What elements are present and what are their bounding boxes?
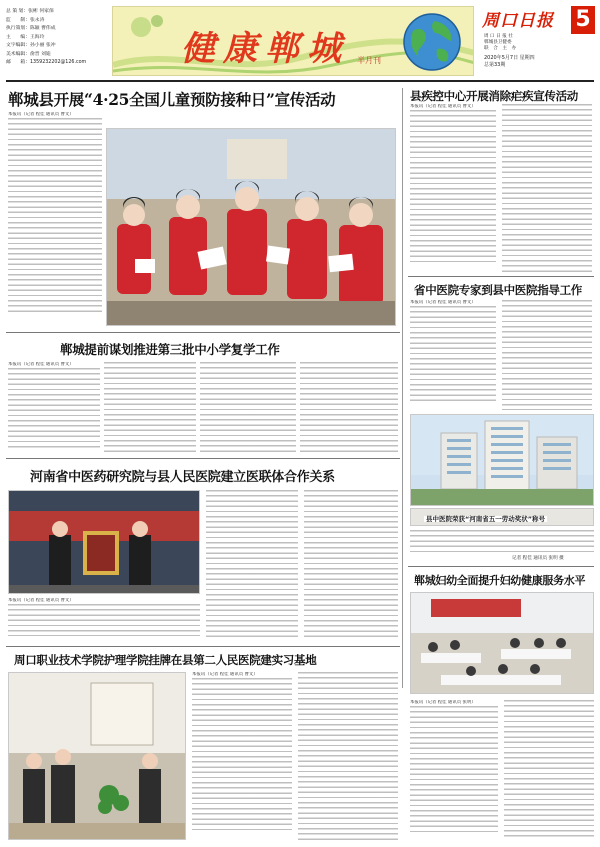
maternal-headline: 郸城妇幼全面提升妇幼健康服务水平 [414,574,586,587]
vaccine-headline: 郸城县开展“4·25全国儿童预防接种日”宣传活动 [8,90,336,109]
hospital-building-scene [411,415,594,506]
page-number: 5 [575,7,591,32]
meta-line: 郸城县卫健委 [484,40,512,45]
cooperation-photo-caption [8,598,200,640]
school-body-col4 [300,362,398,454]
paper-name: 周口日报 [482,11,554,31]
nursing-headline: 周口职业技术学院护理学院挂牌在县第二人民医院建实习基地 [14,653,317,667]
maternal-body-col2 [504,700,594,840]
school-headline: 郸城提前谋划推进第三批中小学复学工作 [60,342,280,357]
globe-icon [401,11,463,73]
staff-line: 邮 箱：1359232202@126.com [6,60,87,65]
school-byline: 本报讯（记者 程佳 通讯员 曹文） [8,362,74,367]
nursing-byline: 本报讯（记者 程佳 通讯员 曹文） [192,672,258,677]
award-body [410,530,594,560]
cdc-body [410,104,496,272]
maternal-photo [410,592,594,694]
banner-title: 健康郸城 [181,29,349,69]
award-credit: 记者 程佳 通讯员 张明 摄 [512,556,564,561]
masthead-rule [6,80,594,82]
masthead-meta [484,34,592,69]
tcm-body-col2 [502,300,592,410]
maternal-meeting-scene [411,593,594,694]
staff-line: 执行策划：陈颖 曹伟成 [6,26,56,31]
vaccine-byline: 本报讯（记者 程佳 通讯员 曹文） [8,112,74,117]
section-rule [6,458,400,459]
school-body [8,362,100,454]
tcm-byline: 本报讯（记者 程佳 通讯员 曹文） [410,300,476,305]
school-body-col2 [104,362,196,454]
page-number-box [571,6,595,34]
tcm-headline: 省中医院专家到县中医院指导工作 [414,283,582,297]
school-body-col3 [200,362,296,454]
nursing-body [192,672,292,840]
masthead-staff [6,8,106,78]
maternal-body [410,700,498,840]
staff-line: 文字编辑：孙小丽 张冲 [6,43,56,48]
paper-logo [482,6,572,30]
cdc-body-col2 [502,104,592,272]
plaque-ceremony-scene [9,491,200,594]
issue-number: 总第33期 [484,62,506,68]
staff-line: 监 制：张永涛 [6,17,45,23]
section-rule [408,566,594,567]
issue-date: 2020年5月7日 星期四 [484,55,535,61]
cooperation-body-col3 [304,490,398,640]
meta-line: 周 口 日 报 社 [484,34,513,39]
staff-line: 主 编：王海玲 [6,34,45,40]
meta-line: 联 合 主 办 [484,46,517,51]
section-rule [6,332,400,333]
section-rule [408,276,594,277]
hospital-photo [410,414,594,506]
masthead-banner [112,6,474,76]
vaccine-photo [106,128,396,326]
staff-line: 美术编辑：俞晋 刘迪 [6,51,51,57]
award-caption: 县中医院荣获“河南省五一劳动奖状”称号 [426,515,546,523]
cooperation-photo [8,490,200,594]
section-rule [6,646,400,647]
cdc-byline: 本报讯（记者 程佳 通讯员 曹文） [410,104,476,109]
cooperation-headline: 河南省中医药研究院与县人民医院建立医联体合作关系 [30,470,335,485]
vaccine-body [8,112,102,322]
nursing-ceremony-scene [9,673,186,840]
banner-subtitle: 半月刊 [357,56,381,65]
cooperation-byline: 本报讯（记者 程佳 通讯员 曹文） [8,598,74,603]
nursing-body-col2 [298,672,398,840]
vaccine-photo-scene [107,129,396,326]
nursing-photo [8,672,186,840]
column-divider [402,88,403,688]
maternal-byline: 本报讯（记者 程佳 通讯员 张明） [410,700,476,705]
cdc-headline: 县疾控中心开展消除疟疾宣传活动 [410,89,578,103]
staff-line: 总 策 划：张彬 何家保 [6,9,54,14]
cooperation-body-col2 [206,490,298,640]
tcm-body [410,300,496,410]
